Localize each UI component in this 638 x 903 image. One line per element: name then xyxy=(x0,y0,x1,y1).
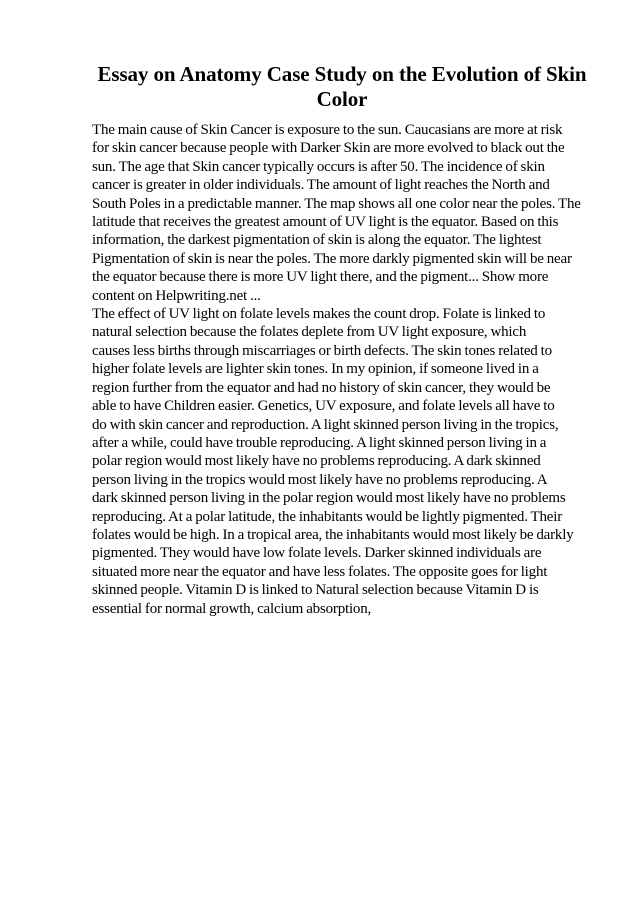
body-line: Pigmentation of skin is near the poles. The more darkly pigmented skin will be near xyxy=(92,250,572,267)
body-line: polar region would most likely have no problems reproducing. A dark skinned xyxy=(92,453,541,470)
body-line: latitude that receives the greatest amount of UV light is the equator. Based on this xyxy=(92,214,559,231)
body-line: folates would be high. In a tropical area, the inhabitants would most likely be darkly xyxy=(92,526,574,543)
body-line: able to have Children easier. Genetics, UV exposure, and folate levels all have to xyxy=(92,398,555,415)
body-line: content on Helpwriting.net ... xyxy=(92,287,261,304)
body-line: causes less births through miscarriages or birth defects. The skin tones related to xyxy=(92,342,552,359)
document-body xyxy=(92,121,592,618)
body-line: person living in the tropics would most likely have no problems reproducing. A xyxy=(92,471,548,488)
body-line: sun. The age that Skin cancer typically occurs is after 50. The incidence of skin xyxy=(92,158,545,175)
body-line: pigmented. They would have low folate levels. Darker skinned individuals are xyxy=(92,545,542,562)
body-line: situated more near the equator and have less folates. The opposite goes for light xyxy=(92,563,548,580)
body-line: The effect of UV light on folate levels makes the count drop. Folate is linked to xyxy=(92,306,546,323)
body-line: natural selection because the folates deplete from UV light exposure, which xyxy=(92,324,527,341)
body-line: the equator because there is more UV light there, and the pigment... Show more xyxy=(92,269,549,286)
body-line: The main cause of Skin Cancer is exposure to the sun. Caucasians are more at risk xyxy=(92,122,563,138)
title-line: Color xyxy=(316,87,368,111)
body-line: dark skinned person living in the polar region would most likely have no problems xyxy=(92,490,566,507)
body-line: region further from the equator and had no history of skin cancer, they would be xyxy=(92,379,551,396)
body-line: for skin cancer because people with Darker Skin are more evolved to black out the xyxy=(92,140,565,157)
body-line: essential for normal growth, calcium absorption, xyxy=(92,600,372,617)
body-line: higher folate levels are lighter skin tones. In my opinion, if someone lived in a xyxy=(92,361,539,378)
body-line: after a while, could have trouble reproducing. A light skinned person living in a xyxy=(92,434,547,451)
body-line: reproducing. At a polar latitude, the inhabitants would be lightly pigmented. Their xyxy=(92,508,563,525)
document-title xyxy=(92,62,592,112)
body-line: skinned people. Vitamin D is linked to Natural selection because Vitamin D is xyxy=(92,582,539,599)
body-line: cancer is greater in older individuals. The amount of light reaches the North and xyxy=(92,177,550,194)
body-line: do with skin cancer and reproduction. A light skinned person living in the tropics, xyxy=(92,416,559,433)
body-line: South Poles in a predictable manner. The map shows all one color near the poles. The xyxy=(92,195,581,212)
body-line: information, the darkest pigmentation of skin is along the equator. The lightest xyxy=(92,232,542,249)
title-line: Essay on Anatomy Case Study on the Evolution of Skin xyxy=(97,62,587,86)
